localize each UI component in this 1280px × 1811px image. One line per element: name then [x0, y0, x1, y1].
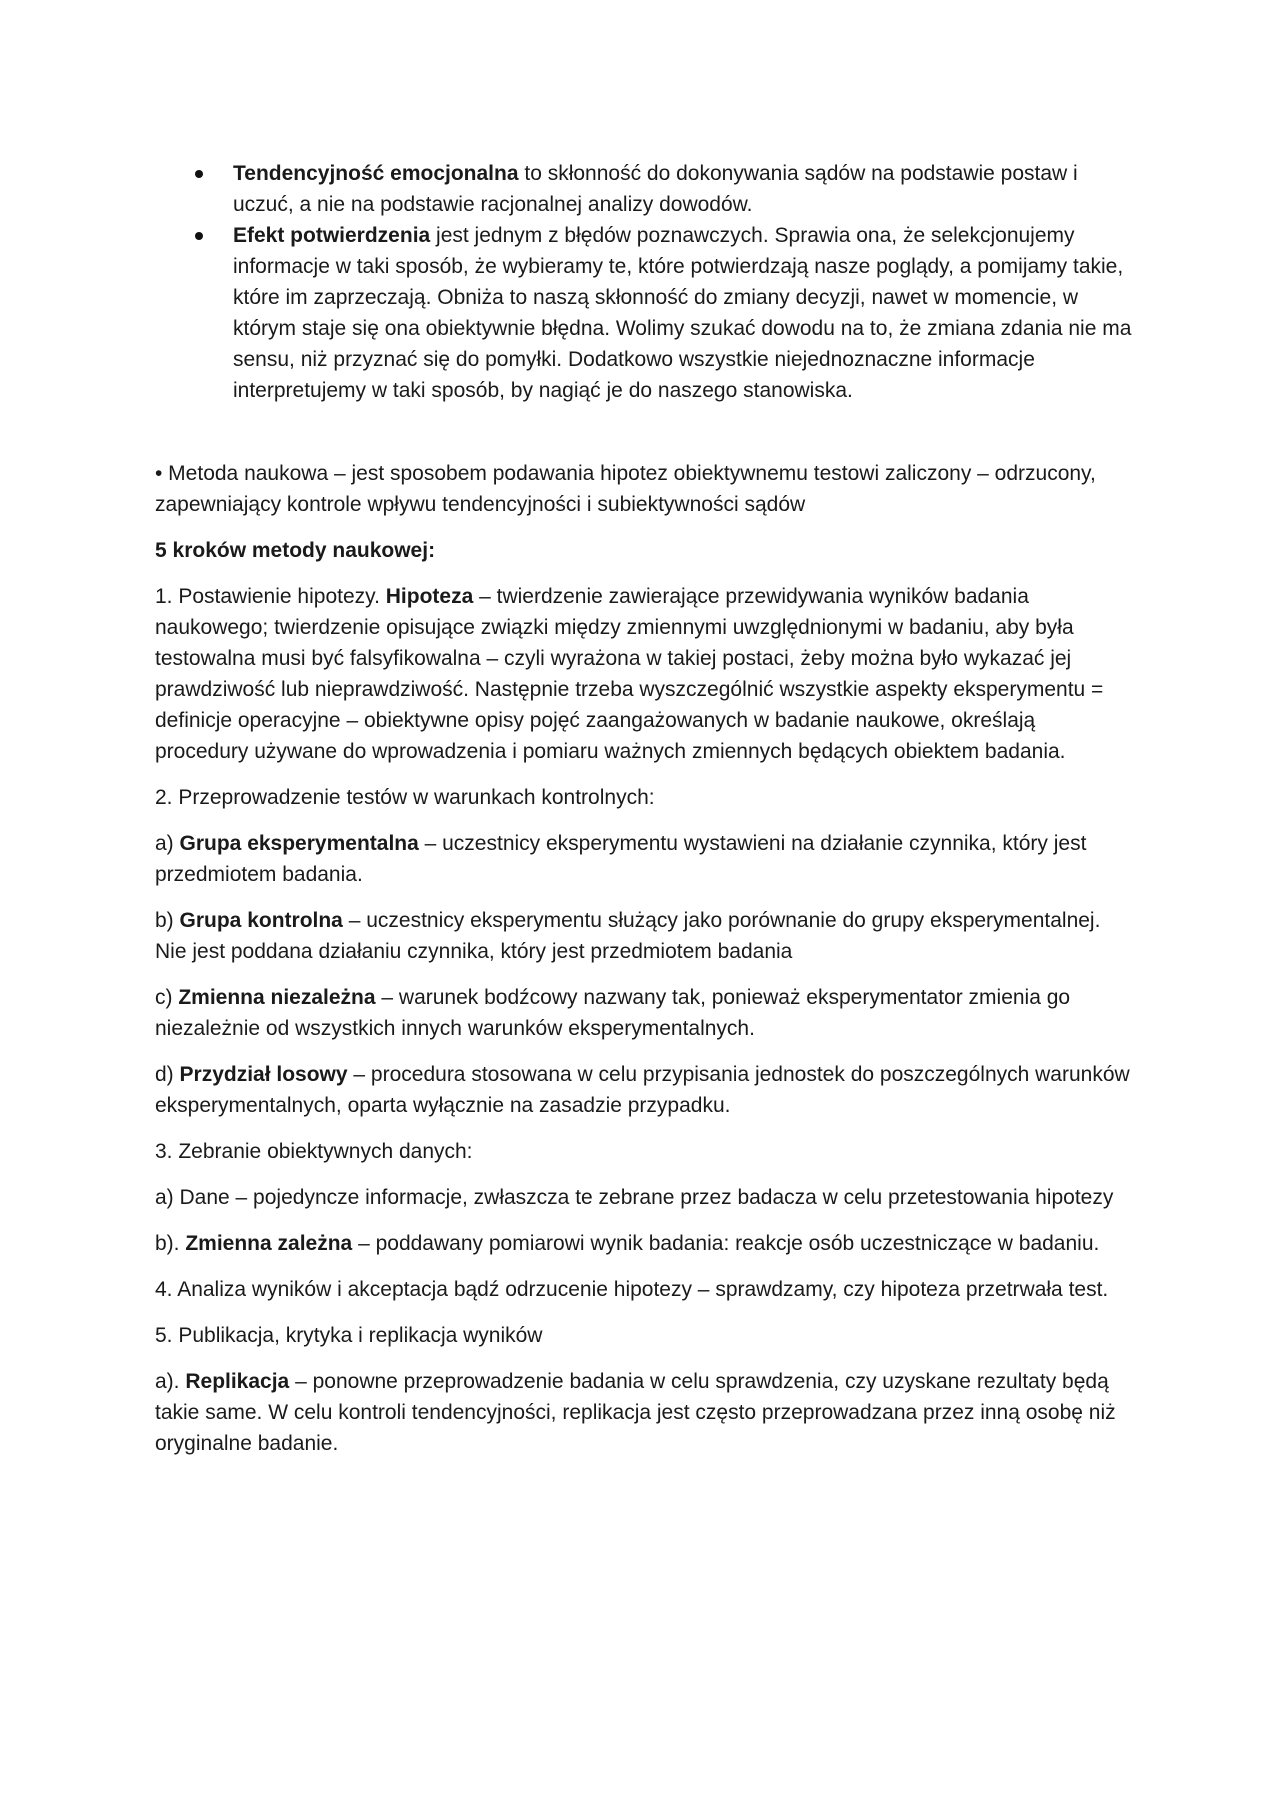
- bullet-icon: [195, 232, 203, 240]
- term: Zmienna niezależna: [178, 986, 376, 1009]
- step-2-paragraph: 2. Przeprowadzenie testów w warunkach kontrolnych:: [155, 786, 655, 809]
- method-paragraph: • Metoda naukowa – jest sposobem podawania hipotez obiektywnemu testowi zaliczony – odrzucony, zapewniający kontrole wpływu tendencyjności i subiektywności sądów: [155, 462, 1096, 516]
- definition-text: jest jednym z błędów poznawczych. Sprawia ona, że selekcjonujemy informacje w taki sposób, że wybieramy te, które potwierdzają nasze poglądy, a pomijamy takie, które im zaprzeczają. Obniża to naszą skłonność do zmiany decyzji, nawet w momencie, w którym staje się ona obiektywnie błędna. Wolimy szukać dowodu na to, że zmiana zdania nie ma sensu, niż przyznać się do pomyłki. Dodatkowo wszystkie niejednoznaczne informacje interpretujemy w taki sposób, by nagiąć je do naszego stanowiska.: [233, 224, 1132, 402]
- step-3-paragraph: 3. Zebranie obiektywnych danych:: [155, 1140, 473, 1163]
- term: Tendencyjność emocjonalna: [233, 162, 519, 185]
- list-item: [233, 158, 1132, 220]
- definition-text: to skłonność do dokonywania sądów na podstawie postaw i uczuć, a nie na podstawie racjonalnej analizy dowodów.: [233, 162, 1078, 216]
- step-2-item-a: a) Grupa eksperymentalna – uczestnicy eksperymentu wystawieni na działanie czynnika, który jest przedmiotem badania.: [155, 832, 1087, 886]
- bullet-icon: [195, 170, 203, 178]
- term: Grupa kontrolna: [179, 909, 343, 932]
- step-2-item-d: d) Przydział losowy – procedura stosowana w celu przypisania jednostek do poszczególnych warunków eksperymentalnych, oparta wyłącznie na zasadzie przypadku.: [155, 1063, 1130, 1117]
- step-5-paragraph: 5. Publikacja, krytyka i replikacja wyników: [155, 1324, 543, 1347]
- term: Grupa eksperymentalna: [179, 832, 419, 855]
- list-item: [233, 220, 1132, 406]
- step-3-item-b: b). Zmienna zależna – poddawany pomiarowi wynik badania: reakcje osób uczestniczące w badaniu.: [155, 1232, 1100, 1255]
- bullet-list: [155, 158, 1132, 406]
- step-2-item-b: b) Grupa kontrolna – uczestnicy eksperymentu służący jako porównanie do grupy eksperymentalnej. Nie jest poddana działaniu czynnika, który jest przedmiotem badania: [155, 909, 1101, 963]
- step-3-item-a: a) Dane – pojedyncze informacje, zwłaszcza te zebrane przez badacza w celu przetestowania hipotezy: [155, 1186, 1114, 1209]
- step-2-item-c: c) Zmienna niezależna – warunek bodźcowy nazwany tak, ponieważ eksperymentator zmienia go niezależnie od wszystkich innych warunków eksperymentalnych.: [155, 986, 1071, 1040]
- term: Hipoteza: [385, 585, 474, 608]
- section-heading: 5 kroków metody naukowej:: [155, 539, 436, 562]
- term: Replikacja: [185, 1370, 290, 1393]
- term: Zmienna zależna: [185, 1232, 353, 1255]
- step-4-paragraph: 4. Analiza wyników i akceptacja bądź odrzucenie hipotezy – sprawdzamy, czy hipoteza przetrwała test.: [155, 1278, 1109, 1301]
- term: Przydział losowy: [179, 1063, 348, 1086]
- term: Efekt potwierdzenia: [233, 224, 431, 247]
- step-1-paragraph: 1. Postawienie hipotezy. Hipoteza – twierdzenie zawierające przewidywania wyników badania naukowego; twierdzenie opisujące związki między zmiennymi uwzględnionymi w badaniu, aby była testowalna musi być falsyfikowalna – czyli wyrażona w takiej postaci, żeby można było wykazać jej prawdziwość lub nieprawdziwość. Następnie trzeba wyszczególnić wszystkie aspekty eksperymentu = definicje operacyjne – obiektywne opisy pojęć zaangażowanych w badanie naukowe, określają procedury używane do wprowadzenia i pomiaru ważnych zmiennych będących obiektem badania.: [155, 585, 1104, 763]
- step-5-item-a: a). Replikacja – ponowne przeprowadzenie badania w celu sprawdzenia, czy uzyskane rezultaty będą takie same. W celu kontroli tendencyjności, replikacja jest często przeprowadzana przez inną osobę niż oryginalne badanie.: [155, 1370, 1116, 1455]
